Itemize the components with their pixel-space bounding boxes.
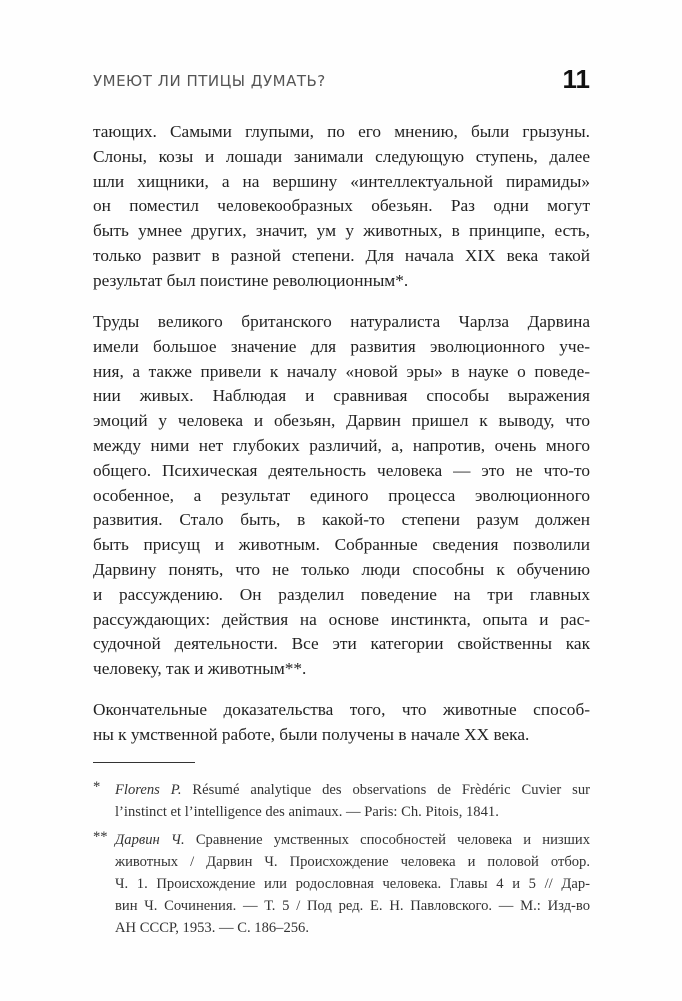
running-title: УМЕЮТ ЛИ ПТИЦЫ ДУМАТЬ? (93, 72, 326, 90)
footnote-text: Résumé analytique des observations de Frèdéric Cuvier sur (181, 782, 590, 798)
page-number: 11 (562, 64, 590, 94)
text-line: имели большое значение для развития эволюционного уче- (93, 336, 590, 356)
footnote-divider (93, 762, 195, 763)
footnote-line: АН СССР, 1953. — С. 186–256. (115, 920, 310, 936)
text-line: результат был поистине революционным*. (93, 270, 409, 290)
paragraph-3 (93, 698, 590, 748)
text-line: Дарвину понять, что не только люди способны к обучению (93, 559, 590, 579)
text-line: человеку, так и животным**. (93, 659, 307, 679)
text-line: общего. Психическая деятельность человека — это не что-то (93, 460, 590, 480)
text-line: быть умнее других, значит, ум у животных, в принципе, есть, (93, 221, 590, 241)
text-line: Окончательные доказательства того, что животные способ- (93, 700, 590, 719)
footnote-line: вин Ч. Сочинения. — Т. 5 / Под ред. Е. Н. Павловского. — М.: Изд-во (115, 898, 590, 914)
text-line: ны к умственной работе, были получены в начале XX века. (93, 724, 530, 744)
text-line: эмоций у человека и обезьян, Дарвин пришел к выводу, что (93, 411, 590, 431)
footnote-line: животных / Дарвин Ч. Происхождение человека и половой отбор. (115, 854, 590, 870)
footnote-author: Дарвин Ч. (115, 832, 185, 848)
paragraph-2 (93, 310, 590, 682)
text-line: судочной деятельности. Все эти категории свойственны как (93, 634, 590, 654)
text-line: только развит в разной степени. Для начала XIX века такой (93, 245, 590, 265)
footnote-line (115, 779, 590, 801)
footnote-line (115, 829, 590, 851)
text-line: ния, а также привели к началу «новой эры» в науке о поведе- (93, 361, 590, 381)
text-line: тающих. Самыми глупыми, по его мнению, были грызуны. (93, 122, 590, 141)
text-line: развития. Стало быть, в какой-то степени разум должен (93, 510, 590, 530)
text-line: и рассуждению. Он разделил поведение на три главных (93, 584, 590, 604)
text-line: между ними нет глубоких различий, а, напротив, очень много (93, 435, 590, 455)
footnote-author: Florens P. (115, 782, 182, 798)
text-line: рассуждающих: действия на основе инстинкта, опыта и рас- (93, 609, 590, 629)
text-line: быть присущ и животным. Собранные сведения позволили (93, 535, 590, 555)
text-line: особенное, а результат единого процесса эволюционного (93, 485, 590, 505)
text-line: нии живых. Наблюдая и сравнивая способы выражения (93, 386, 590, 406)
text-line: Слоны, козы и лошади занимали следующую ступень, далее (93, 146, 590, 166)
footnote-mark: * (93, 779, 101, 795)
footnote-1 (93, 779, 590, 823)
text-line: шли хищники, а на вершину «интеллектуальной пирамиды» (93, 171, 590, 191)
footnote-text: Сравнение умственных способностей человека и низших (184, 832, 590, 848)
text-line: Труды великого британского натуралиста Чарлза Дарвина (93, 312, 590, 331)
footnote-2 (93, 829, 590, 939)
paragraph-1 (93, 120, 590, 294)
footnote-mark: ** (93, 829, 108, 845)
footnote-line: l’instinct et l’intelligence des animaux. — Paris: Ch. Pitois, 1841. (115, 804, 499, 820)
footnote-line: Ч. 1. Происхождение или родословная человека. Главы 4 и 5 // Дар- (115, 876, 590, 892)
text-line: он поместил человекообразных обезьян. Раз одни могут (93, 196, 590, 216)
